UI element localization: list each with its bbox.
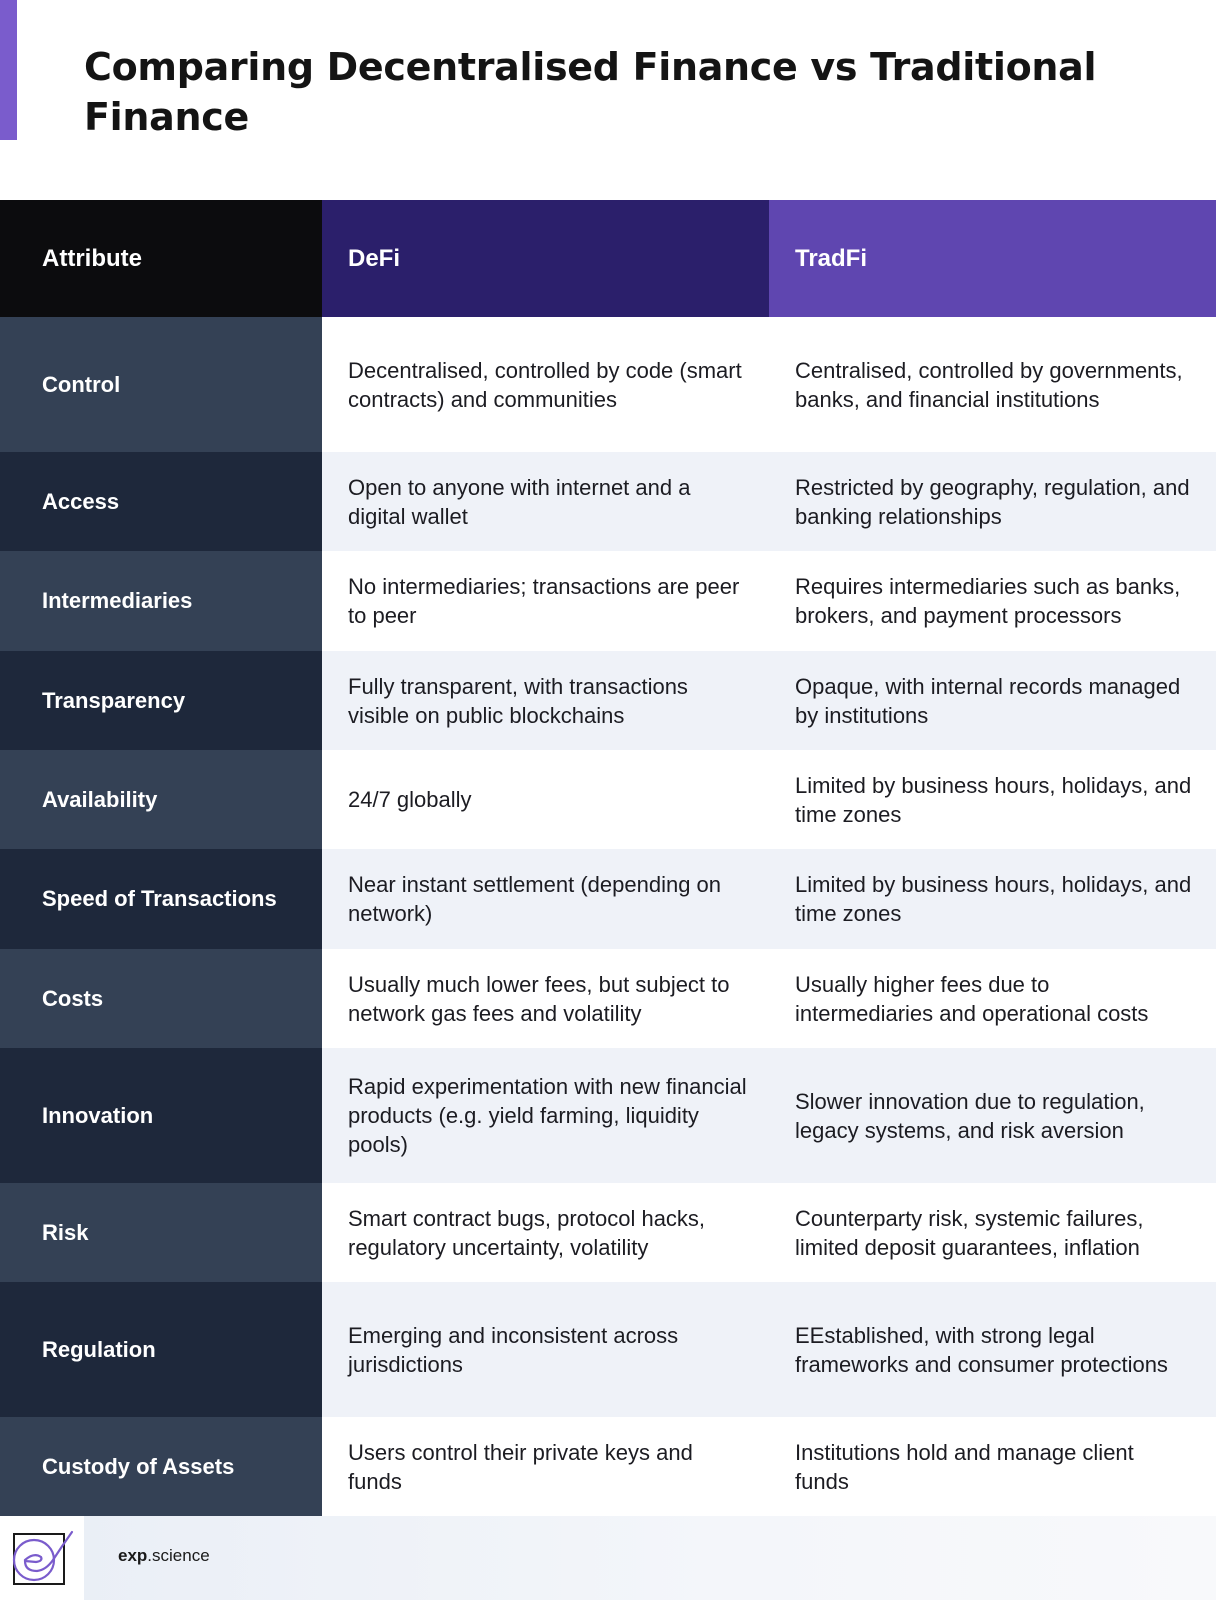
table-row <box>0 317 1216 452</box>
header-attribute: Attribute <box>0 200 322 317</box>
row-defi-value: Users control their private keys and funds <box>322 1417 769 1516</box>
table-row <box>0 1282 1216 1417</box>
title-accent-bar <box>0 0 17 140</box>
row-tradfi-value: Slower innovation due to regulation, legacy systems, and risk aversion <box>769 1048 1216 1183</box>
row-tradfi-value: Counterparty risk, systemic failures, limited deposit guarantees, inflation <box>769 1183 1216 1282</box>
table-row <box>0 949 1216 1048</box>
brand-name <box>118 1546 210 1566</box>
row-attribute: Costs <box>0 949 322 1048</box>
row-tradfi-value: EEstablished, with strong legal frameworks and consumer protections <box>769 1282 1216 1417</box>
row-attribute: Access <box>0 452 322 551</box>
row-tradfi-value: Opaque, with internal records managed by institutions <box>769 651 1216 750</box>
row-tradfi-value: Limited by business hours, holidays, and time zones <box>769 849 1216 949</box>
table-row <box>0 651 1216 750</box>
brand-name-bold: exp <box>118 1546 148 1565</box>
page-footer <box>0 1516 1216 1600</box>
page-title: Comparing Decentralised Finance vs Traditional Finance <box>84 45 1097 139</box>
row-defi-value: Emerging and inconsistent across jurisdictions <box>322 1282 769 1417</box>
row-attribute: Transparency <box>0 651 322 750</box>
row-defi-value: Near instant settlement (depending on network) <box>322 849 769 949</box>
row-attribute: Risk <box>0 1183 322 1282</box>
row-attribute: Speed of Transactions <box>0 849 322 949</box>
row-defi-value: 24/7 globally <box>322 750 769 849</box>
row-tradfi-value: Restricted by geography, regulation, and banking relationships <box>769 452 1216 551</box>
table-row <box>0 452 1216 551</box>
row-attribute: Availability <box>0 750 322 849</box>
row-attribute: Intermediaries <box>0 551 322 651</box>
table-row <box>0 1183 1216 1282</box>
row-tradfi-value: Usually higher fees due to intermediaries and operational costs <box>769 949 1216 1048</box>
row-attribute: Regulation <box>0 1282 322 1417</box>
exp-science-logo-icon <box>0 1516 84 1600</box>
table-row <box>0 551 1216 651</box>
comparison-table <box>0 200 1216 1516</box>
table-row <box>0 849 1216 949</box>
header-defi: DeFi <box>322 200 769 317</box>
row-defi-value: Decentralised, controlled by code (smart contracts) and communities <box>322 317 769 452</box>
header-tradfi: TradFi <box>769 200 1216 317</box>
table-header-row <box>0 200 1216 317</box>
row-attribute: Control <box>0 317 322 452</box>
row-attribute: Innovation <box>0 1048 322 1183</box>
row-tradfi-value: Requires intermediaries such as banks, brokers, and payment processors <box>769 551 1216 651</box>
row-defi-value: Open to anyone with internet and a digital wallet <box>322 452 769 551</box>
row-defi-value: No intermediaries; transactions are peer to peer <box>322 551 769 651</box>
row-tradfi-value: Centralised, controlled by governments, banks, and financial institutions <box>769 317 1216 452</box>
row-defi-value: Usually much lower fees, but subject to network gas fees and volatility <box>322 949 769 1048</box>
table-row <box>0 1048 1216 1183</box>
table-row <box>0 750 1216 849</box>
row-defi-value: Rapid experimentation with new financial products (e.g. yield farming, liquidity pools) <box>322 1048 769 1183</box>
row-attribute: Custody of Assets <box>0 1417 322 1516</box>
row-defi-value: Fully transparent, with transactions visible on public blockchains <box>322 651 769 750</box>
table-row <box>0 1417 1216 1516</box>
brand-name-suffix: .science <box>147 1546 210 1565</box>
row-tradfi-value: Limited by business hours, holidays, and time zones <box>769 750 1216 849</box>
row-defi-value: Smart contract bugs, protocol hacks, regulatory uncertainty, volatility <box>322 1183 769 1282</box>
row-tradfi-value: Institutions hold and manage client funds <box>769 1417 1216 1516</box>
